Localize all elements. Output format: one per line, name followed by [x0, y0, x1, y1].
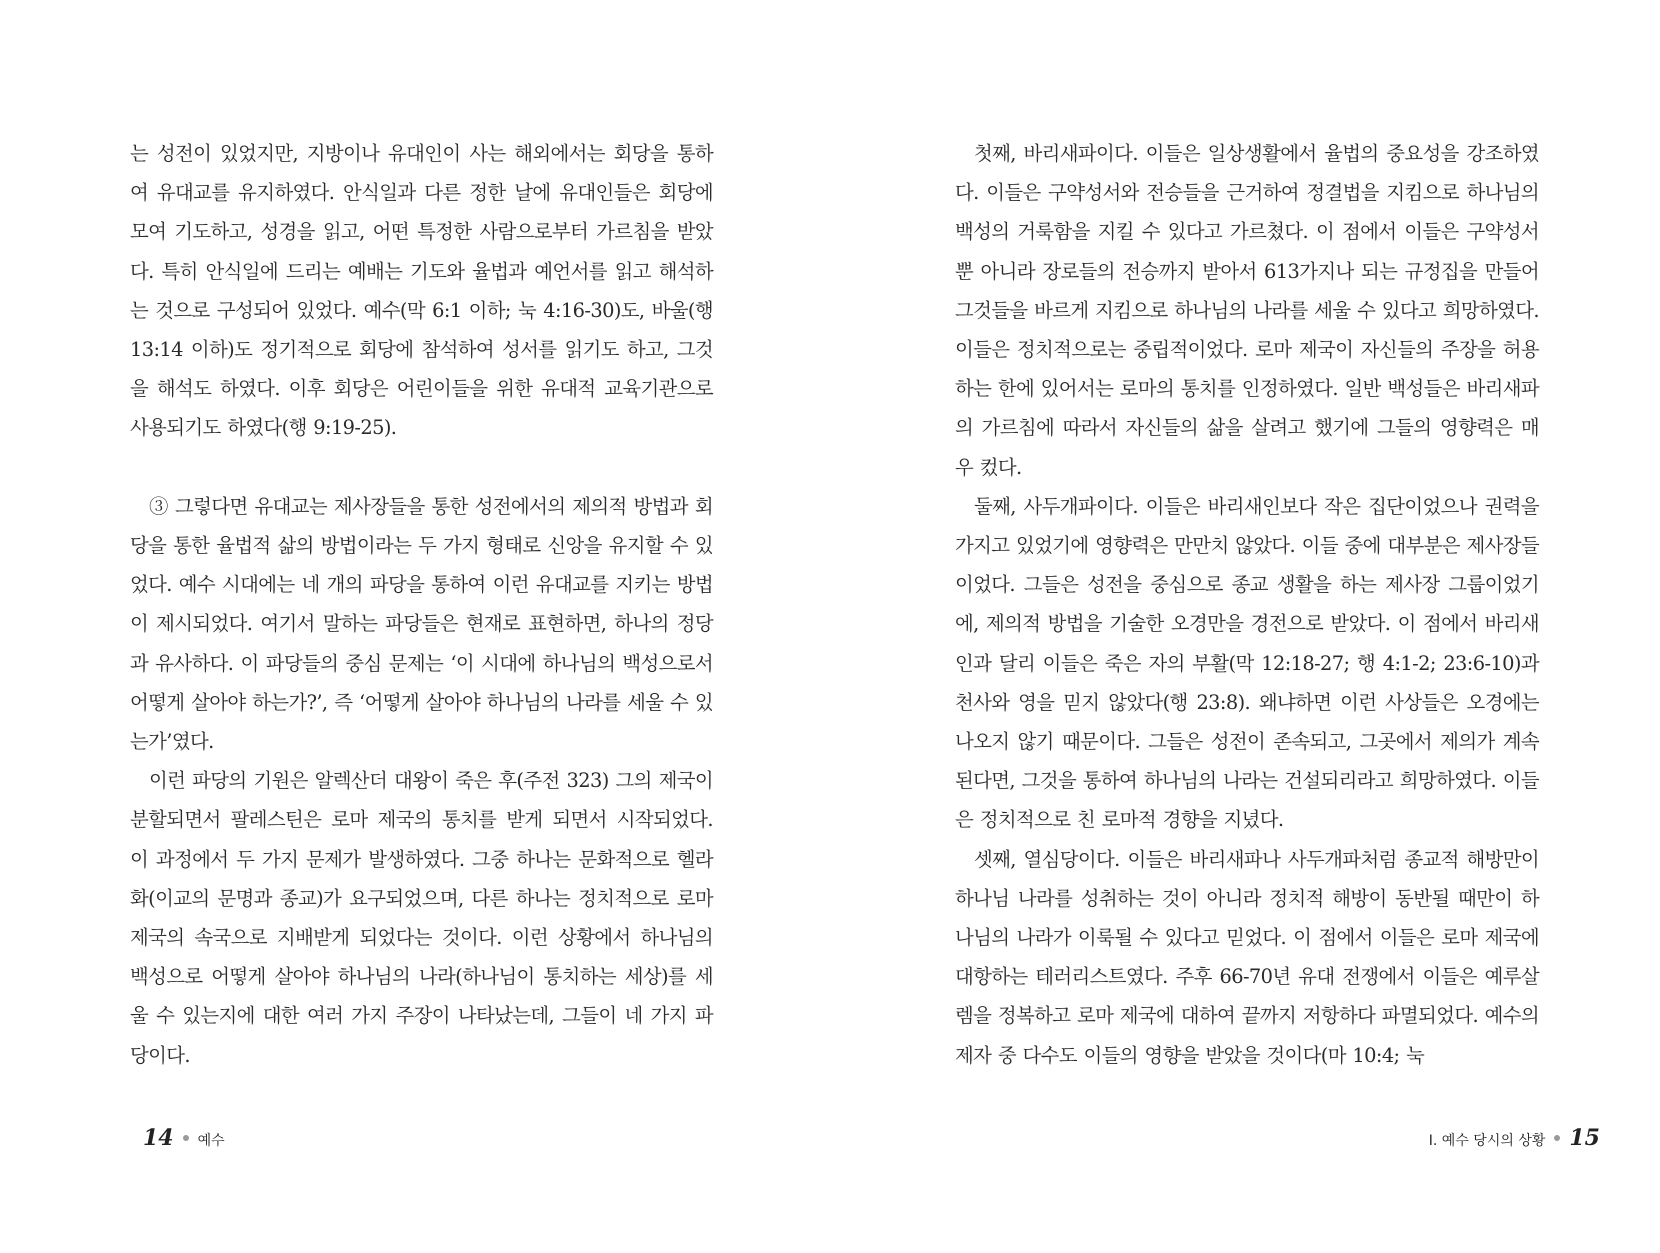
right-footer — [1429, 1125, 1600, 1151]
bullet-dot-icon — [1554, 1135, 1560, 1141]
paragraph: 이런 파당의 기원은 알렉산더 대왕이 죽은 후(주전 323) 그의 제국이 분할되면서 팔레스틴은 로마 제국의 통치를 받게 되면서 시작되었다. 이 과정에서 두 가지 문제가 발생하였다. 그중 하나는 문화적으로 헬라화(이교의 문명과 종교)가 요구되었으며, 다른 하나는 정치적으로 로마 제국의 속국으로 지배받게 되었다는 것이다. 이런 상황에서 하나님의 백성으로 어떻게 살아야 하나님의 나라(하나님이 통치하는 세상)를 세울 수 있는지에 대한 여러 가지 주장이 나타났는데, 그들이 네 가지 파당이다. — [130, 769, 713, 1067]
paragraph: 첫째, 바리새파이다. 이들은 일상생활에서 율법의 중요성을 강조하였다. 이들은 구약성서와 전승들을 근거하여 정결법을 지킴으로 하나님의 백성의 거룩함을 지킬 수 있다고 가르쳤다. 이 점에서 이들은 구약성서뿐 아니라 장로들의 전승까지 받아서 613가지나 되는 규정집을 만들어 그것들을 바르게 지킴으로 하나님의 나라를 세울 수 있다고 희망하였다. 이들은 정치적으로는 중립적이었다. 로마 제국이 자신들의 주장을 허용하는 한에 있어서는 로마의 통치를 인정하였다. 일반 백성들은 바리새파의 가르침에 따라서 자신들의 삶을 살려고 했기에 그들의 영향력은 매우 컸다. — [955, 142, 1539, 479]
right-page — [830, 0, 1660, 1253]
paragraph: 둘째, 사두개파이다. 이들은 바리새인보다 작은 집단이었으나 권력을 가지고 있었기에 영향력은 만만치 않았다. 이들 중에 대부분은 제사장들이었다. 그들은 성전을 중심으로 종교 생활을 하는 제사장 그룹이었기에, 제의적 방법을 기술한 오경만을 경전으로 받았다. 이 점에서 바리새인과 달리 이들은 죽은 자의 부활(막 12:18-27; 행 4:1-2; 23:6-10)과 천사와 영을 믿지 않았다(행 23:8). 왜냐하면 이런 사상들은 오경에는 나오지 않기 때문이다. 그들은 성전이 존속되고, 그곳에서 제의가 계속된다면, 그것을 통하여 하나님의 나라는 건설되리라고 희망하였다. 이들은 정치적으로 친 로마적 경향을 지녔다. — [955, 494, 1539, 832]
left-body-text — [130, 134, 713, 1075]
page-number: 14 — [143, 1125, 174, 1151]
paragraph-spacer — [130, 448, 713, 487]
paragraph: 셋째, 열심당이다. 이들은 바리새파나 사두개파처럼 종교적 해방만이 하나님 나라를 성취하는 것이 아니라 정치적 해방이 동반될 때만이 하나님의 나라가 이룩될 수 있다고 믿었다. 이 점에서 이들은 로마 제국에 대항하는 테러리스트였다. 주후 66-70년 유대 전쟁에서 이들은 예루살렘을 정복하고 로마 제국에 대하여 끝까지 저항하다 파멸되었다. 예수의 제자 중 다수도 이들의 영향을 받았을 것이다(마 10:4; 눅 — [955, 847, 1539, 1067]
right-body-text — [955, 134, 1539, 1075]
left-footer — [143, 1125, 225, 1151]
paragraph: 는 성전이 있었지만, 지방이나 유대인이 사는 해외에서는 회당을 통하여 유대교를 유지하였다. 안식일과 다른 정한 날에 유대인들은 회당에 모여 기도하고, 성경을 읽고, 어떤 특정한 사람으로부터 가르침을 받았다. 특히 안식일에 드리는 예배는 기도와 율법과 예언서를 읽고 해석하는 것으로 구성되어 있었다. 예수(막 6:1 이하; 눅 4:16-30)도, 바울(행 13:14 이하)도 정기적으로 회당에 참석하여 성서를 읽기도 하고, 그것을 해석도 하였다. 이후 회당은 어린이들을 위한 유대적 교육기관으로 사용되기도 하였다(행 9:19-25). — [130, 142, 713, 440]
running-head: 예수 — [197, 1133, 225, 1149]
paragraph: ③ 그렇다면 유대교는 제사장들을 통한 성전에서의 제의적 방법과 회당을 통한 율법적 삶의 방법이라는 두 가지 형태로 신앙을 유지할 수 있었다. 예수 시대에는 네 개의 파당을 통하여 이런 유대교를 지키는 방법이 제시되었다. 여기서 말하는 파당들은 현재로 표현하면, 하나의 정당과 유사하다. 이 파당들의 중심 문제는 ‘이 시대에 하나님의 백성으로서 어떻게 살아야 하는가?’, 즉 ‘어떻게 살아야 하나님의 나라를 세울 수 있는가’였다. — [130, 494, 713, 754]
bullet-dot-icon — [183, 1135, 189, 1141]
page-number: 15 — [1569, 1125, 1600, 1151]
running-head: I. 예수 당시의 상황 — [1428, 1133, 1546, 1149]
